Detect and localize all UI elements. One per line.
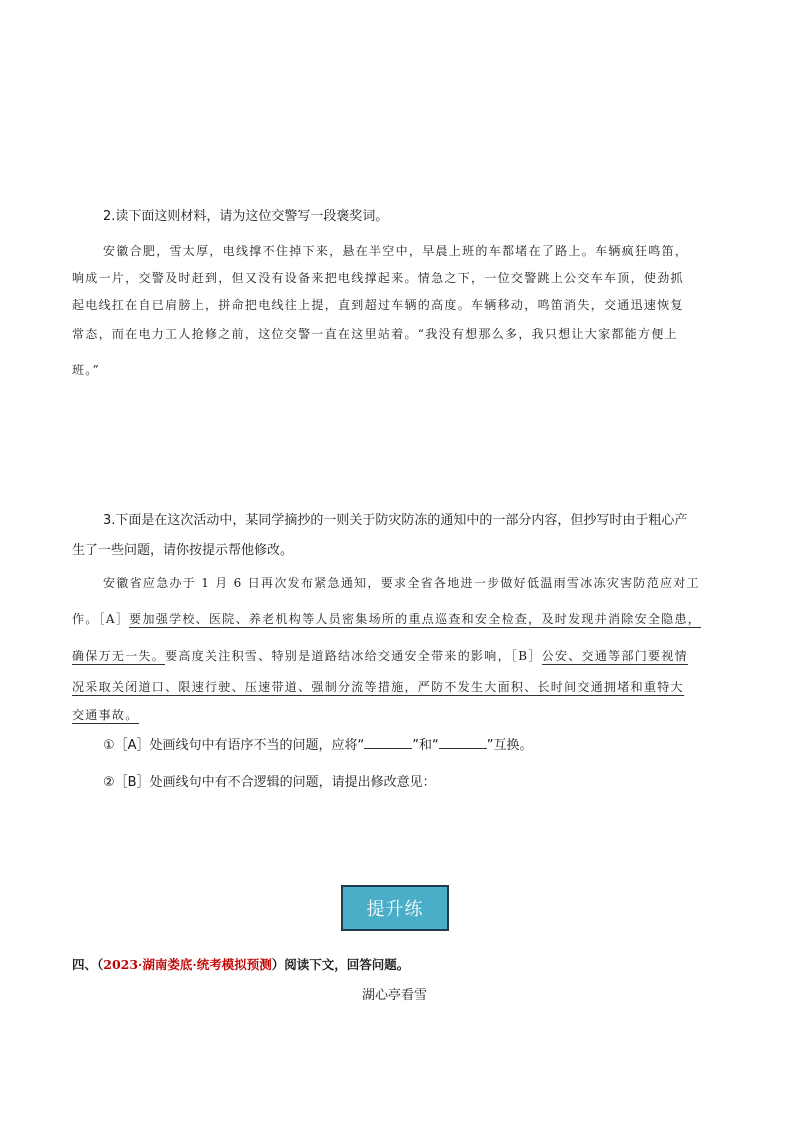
notice-line: [72, 647, 688, 664]
section-button-tisheng[interactable]: 提升练: [341, 885, 449, 931]
source-label: 2023·湖南娄底·统考模拟预测: [103, 957, 272, 972]
material-line: 安徽合肥，雪太厚，电线撑不住掉下来，悬在半空中，早晨上班的车都堵在了路上。车辆疯狂鸣笛，: [103, 244, 689, 258]
question-3-prompt-cont: 生了一些问题，请你按提示帮他修改。: [72, 543, 294, 558]
question-3-prompt: 3.下面是在这次活动中，某同学摘抄的一则关于防灾防冻的通知中的一部分内容，但抄写时由于粗心产: [103, 513, 688, 528]
material-line: 起电线扛在自已肩膀上，拼命把电线往上提，直到超过车辆的高度。车辆移动，鸣笛消失，交通迅速恢复: [72, 298, 684, 312]
article-title: 湖心亭看雪: [362, 988, 428, 1003]
material-line: 响成一片，交警及时赶到，但又没有设备来把电线撑起来。情急之下，一位交警跳上公交车车顶，使劲抓: [72, 271, 684, 285]
sub-question-1: ①［A］处画线句中有语序不当的问题，应将“ ”和“ ”互换。: [103, 738, 533, 753]
material-line: 班。”: [72, 363, 101, 377]
question-2-prompt: 2.读下面这则材料，请为这位交警写一段褒奖词。: [103, 209, 389, 224]
section-4-heading: 四、（2023·湖南娄底·统考模拟预测）阅读下文，回答问题。: [72, 957, 410, 972]
notice-text: 要高度关注积雪、特别是道路结冰给交通安全带来的影响，［B］: [165, 649, 542, 663]
answer-blank-1[interactable]: [364, 736, 412, 749]
material-line: 常态，而在电力工人抢修之前，这位交警一直在这里站着。“我没有想那么多，我只想让大家都能方便上: [72, 327, 678, 341]
underlined-sentence-b-cont: 况采取关闭道口、限速行驶、压速带道、强制分流等措施，严防不发生大面积、长时间交通拥堵和重特大: [72, 680, 684, 694]
underlined-sentence-a: 要加强学校、医院、养老机构等人员密集场所的重点巡查和安全检查，及时发现并消除安全隐患，: [129, 612, 702, 626]
notice-line: [72, 706, 139, 723]
underlined-sentence-a-end: 确保万无一失。: [72, 649, 166, 663]
notice-line: [72, 610, 701, 627]
underlined-sentence-b: 公安、交通等部门要视情: [541, 649, 688, 663]
notice-line: 安徽省应急办于 1 月 6 日再次发布紧急通知，要求全省各地进一步做好低温雨雪冰冻灾害防范应对工: [103, 576, 700, 590]
underlined-sentence-b-end: 交通事故。: [72, 708, 139, 722]
notice-line: [72, 678, 684, 695]
marker-a: 作。［A］: [72, 612, 130, 626]
sub-question-2: ②［B］处画线句中有不合逻辑的问题，请提出修改意见：: [103, 775, 436, 790]
answer-blank-2[interactable]: [439, 736, 487, 749]
